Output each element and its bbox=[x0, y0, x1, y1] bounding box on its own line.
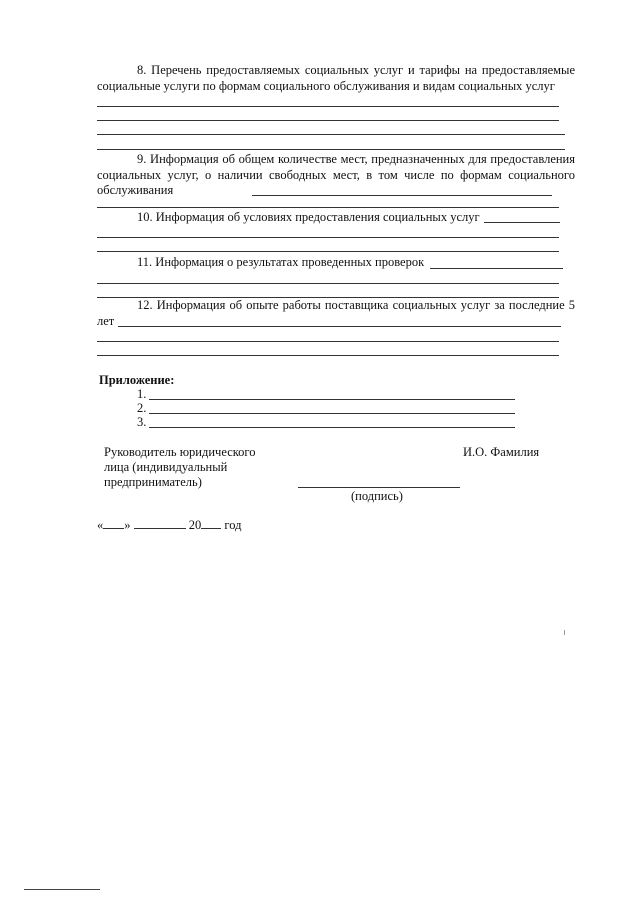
appendix-item-3: 3. bbox=[137, 415, 147, 429]
date-year-prefix: 20 bbox=[188, 518, 202, 532]
signature-caption: (подпись) bbox=[351, 489, 403, 503]
date-line bbox=[97, 518, 241, 533]
item-10-text: 10. Информация об условиях предоставления социальных услуг bbox=[137, 210, 480, 224]
signer-role-line-1: Руководитель юридического bbox=[104, 445, 256, 459]
date-month-blank bbox=[134, 518, 186, 529]
item-9-text: 9. Информация об общем количестве мест, предназначенных для предоставления социальных услуг, о наличии свободных мест, в том числе по формам социального обслуживания bbox=[97, 152, 575, 197]
signer-name: И.О. Фамилия bbox=[463, 445, 540, 459]
item-12-rule-1 bbox=[97, 341, 559, 342]
date-close-quote: » bbox=[124, 518, 131, 532]
item-11-text: 11. Информация о результатах проведенных проверок bbox=[137, 255, 425, 269]
signer-role-line-3: предприниматель) bbox=[104, 475, 202, 489]
footnote-separator bbox=[24, 889, 100, 890]
item-8-rule-2 bbox=[97, 120, 559, 121]
date-year-blank bbox=[201, 518, 221, 529]
item-9-inline-rule bbox=[252, 195, 552, 196]
item-12-inline-rule bbox=[118, 326, 561, 327]
date-year-suffix: год bbox=[224, 518, 242, 532]
appendix-item-3-rule bbox=[149, 427, 515, 428]
signer-role-line-2: лица (индивидуальный bbox=[104, 460, 228, 474]
item-12-rule-2 bbox=[97, 355, 559, 356]
appendix-item-2: 2. bbox=[137, 401, 147, 415]
appendix-item-2-rule bbox=[149, 413, 515, 414]
item-9-rule-1 bbox=[97, 207, 559, 208]
scan-mark bbox=[564, 630, 565, 635]
item-12-text: 12. Информация об опыте работы поставщика социальных услуг за последние 5 лет bbox=[97, 298, 575, 328]
appendix-title: Приложение: bbox=[99, 373, 175, 387]
appendix-item-1: 1. bbox=[137, 387, 147, 401]
item-8-rule-1 bbox=[97, 106, 559, 107]
item-11-rule-1 bbox=[97, 283, 559, 284]
item-8-text: 8. Перечень предоставляемых социальных услуг и тарифы на предоставляемые социальные услуги по формам социального обслуживания и видам социальных услуг bbox=[97, 63, 575, 93]
item-8-rule-3 bbox=[97, 134, 565, 135]
signature-line bbox=[298, 487, 460, 488]
item-10-rule-1 bbox=[97, 237, 559, 238]
date-day-blank bbox=[103, 518, 124, 529]
appendix-item-1-rule bbox=[149, 399, 515, 400]
item-8-rule-4 bbox=[97, 149, 565, 150]
item-10-rule-2 bbox=[97, 251, 559, 252]
item-11-inline-rule bbox=[430, 268, 563, 269]
date-open-quote: « bbox=[97, 518, 104, 532]
item-10-inline-rule bbox=[484, 222, 560, 223]
